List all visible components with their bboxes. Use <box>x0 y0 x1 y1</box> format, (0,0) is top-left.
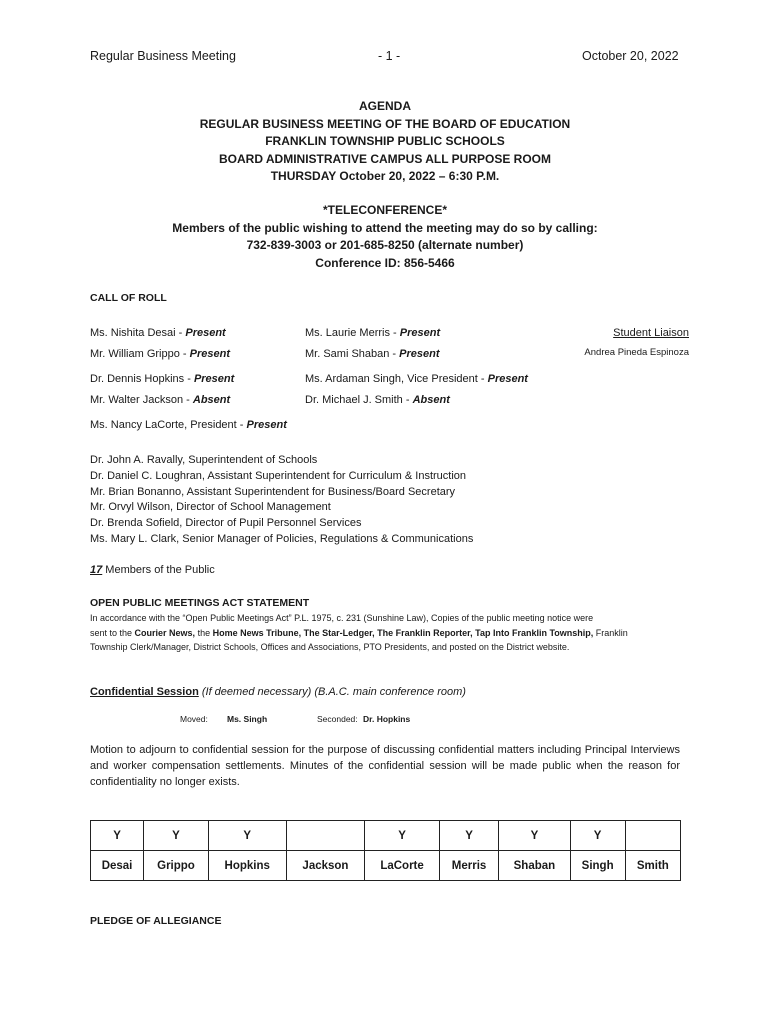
agenda-heading <box>0 98 770 186</box>
staff-member: Mr. Brian Bonanno, Assistant Superintendent for Business/Board Secretary <box>90 485 456 498</box>
seconded-value: Dr. Hopkins <box>363 714 411 724</box>
page-number: - 1 - <box>378 49 401 63</box>
agenda-line: FRANKLIN TOWNSHIP PUBLIC SCHOOLS <box>265 134 505 148</box>
header-date: October 20, 2022 <box>582 49 679 63</box>
teleconference-info <box>0 202 770 272</box>
agenda-line: BOARD ADMINISTRATIVE CAMPUS ALL PURPOSE ROOM <box>218 151 551 166</box>
vote-mark: Y <box>365 821 439 851</box>
vote-mark <box>286 821 365 851</box>
voter-name: Shaban <box>499 851 570 881</box>
motion-text: Motion to adjourn to confidential session for the purpose of discussing confidential matters including Principal Interviews and worker compensation settlements. Minutes of the confidential session will be made public when the reason for confidentiality no longer exists. <box>90 744 680 788</box>
header-title: Regular Business Meeting <box>90 49 236 63</box>
roll-entry: Mr. Sami Shaban - Present <box>305 348 440 360</box>
public-count: 17 <box>90 564 103 576</box>
teleconference-line: Conference ID: 856-5466 <box>315 255 455 270</box>
roll-entry: Mr. William Grippo - Present <box>90 348 230 360</box>
vote-mark: Y <box>499 821 570 851</box>
teleconference-line: Members of the public wishing to attend the meeting may do so by calling: <box>172 220 598 235</box>
student-liaison-name: Andrea Pineda Espinoza <box>584 347 689 358</box>
vote-marks-row <box>91 821 681 851</box>
voter-name: Jackson <box>286 851 365 881</box>
agenda-line: THURSDAY October 20, 2022 – 6:30 P.M. <box>270 169 500 183</box>
teleconference-line: *TELECONFERENCE* <box>322 203 447 217</box>
vote-mark: Y <box>208 821 286 851</box>
roll-entry: Mr. Walter Jackson - Absent <box>90 394 231 406</box>
vote-mark: Y <box>91 821 144 851</box>
pledge-heading: PLEDGE OF ALLEGIANCE <box>90 915 222 927</box>
agenda-line: REGULAR BUSINESS MEETING OF THE BOARD OF EDUCATION <box>199 116 571 131</box>
staff-list <box>90 453 473 548</box>
opma-heading: OPEN PUBLIC MEETINGS ACT STATEMENT <box>90 597 310 609</box>
vote-table <box>90 820 681 881</box>
staff-member: Ms. Mary L. Clark, Senior Manager of Policies, Regulations & Communications <box>90 532 474 545</box>
agenda-line: AGENDA <box>358 99 411 113</box>
staff-member: Mr. Orvyl Wilson, Director of School Management <box>90 501 331 514</box>
moved-value: Ms. Singh <box>227 714 268 724</box>
vote-mark: Y <box>570 821 625 851</box>
roll-entry: Dr. Michael J. Smith - Absent <box>305 394 450 406</box>
staff-member: Dr. Brenda Sofield, Director of Pupil Personnel Services <box>90 517 362 530</box>
voter-name: Desai <box>91 851 144 881</box>
voter-name: Hopkins <box>208 851 286 881</box>
voter-name: Singh <box>570 851 625 881</box>
student-liaison-title: Student Liaison <box>613 327 689 339</box>
roll-entry: Ms. Ardaman Singh, Vice President - Present <box>305 373 528 385</box>
opma-statement: In accordance with the “Open Public Meetings Act” P.L. 1975, c. 231 (Sunshine Law), Copies of the public meeting notice were sent to the Courier News, the Home News Tribune, The Star-Ledger, The Franklin Reporter, Tap Into Franklin Township, Franklin Township Clerk/Manager, District Schools, Offices and Associations, PTO Presidents, and posted on the District website. <box>90 613 628 652</box>
roll-entry: Ms. Nancy LaCorte, President - Present <box>90 419 287 431</box>
vote-mark: Y <box>144 821 209 851</box>
vote-names-row <box>91 851 681 881</box>
teleconference-line: 732-839-3003 or 201-685-8250 (alternate number) <box>246 238 524 252</box>
voter-name: Grippo <box>144 851 209 881</box>
staff-member: Dr. Daniel C. Loughran, Assistant Superintendent for Curriculum & Instruction <box>90 469 467 482</box>
confidential-session-heading: Confidential Session (If deemed necessary) (B.A.C. main conference room) <box>90 686 466 698</box>
moved-label: Moved: <box>180 714 208 724</box>
vote-mark: Y <box>439 821 499 851</box>
voter-name: Merris <box>439 851 499 881</box>
voter-name: Smith <box>625 851 680 881</box>
staff-member: Dr. John A. Ravally, Superintendent of Schools <box>90 454 318 466</box>
roll-entry: Dr. Dennis Hopkins - Present <box>90 373 235 385</box>
vote-mark <box>625 821 680 851</box>
roll-call-heading: CALL OF ROLL <box>90 292 167 304</box>
seconded-label: Seconded: <box>317 714 358 724</box>
roll-entry: Ms. Laurie Merris - Present <box>305 327 441 339</box>
voter-name: LaCorte <box>365 851 439 881</box>
public-attendance: 17 Members of the Public <box>90 564 215 576</box>
roll-entry: Ms. Nishita Desai - Present <box>90 327 226 339</box>
